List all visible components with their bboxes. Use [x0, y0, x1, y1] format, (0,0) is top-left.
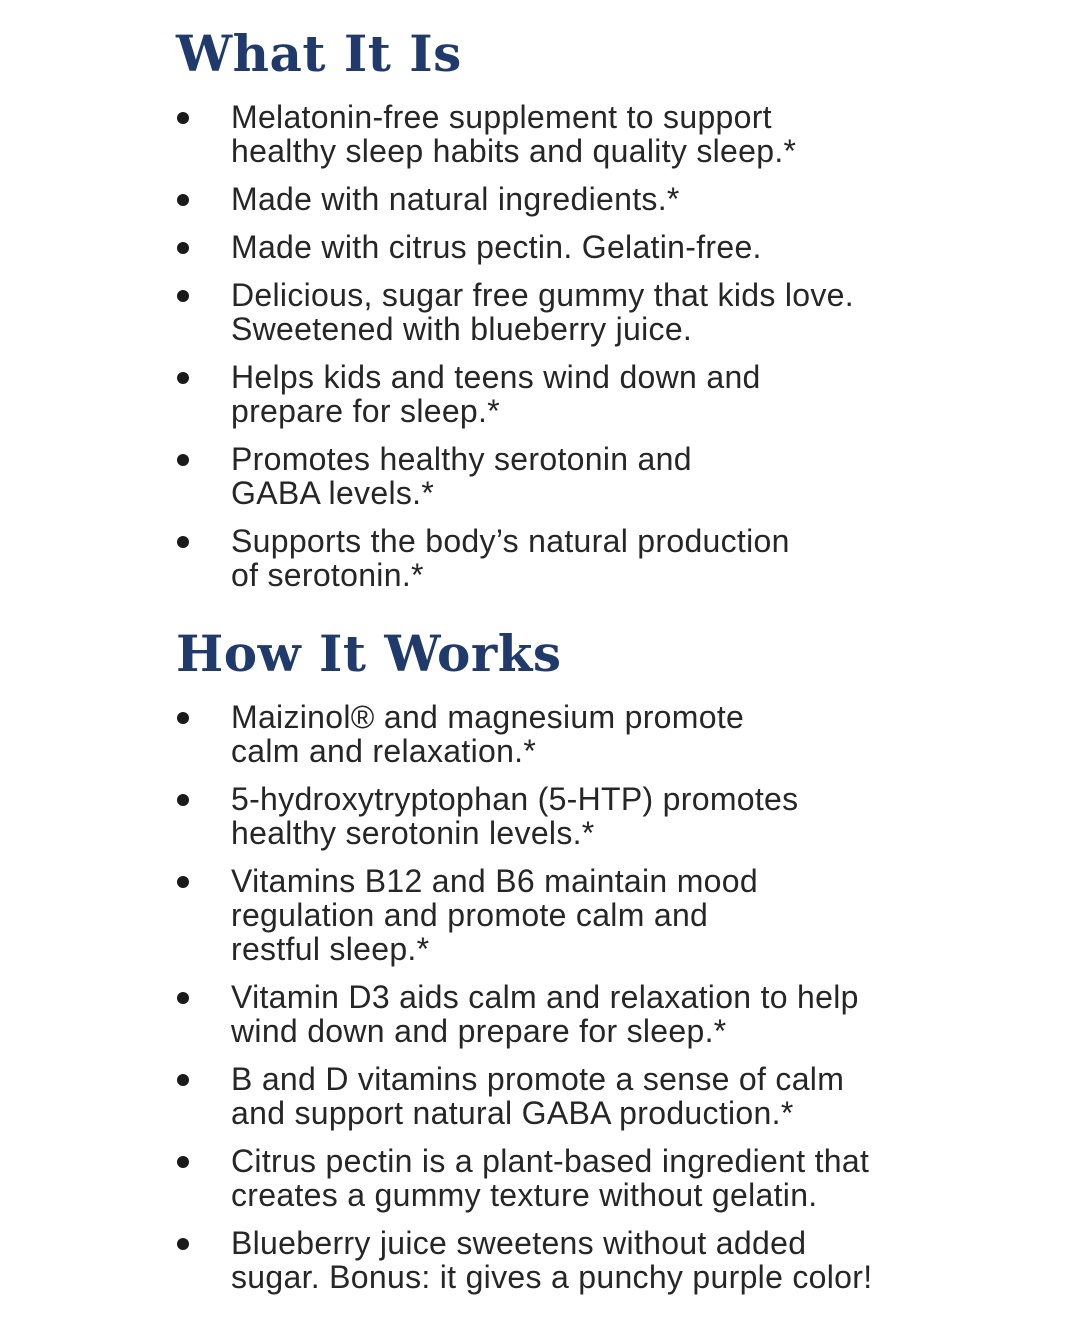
- list-item-text: Vitamins B12 and B6 maintain mood regulation and promote calm and restful sleep.*: [231, 863, 758, 967]
- how-it-works-list: [0, 700, 1067, 1308]
- bullet-icon: [177, 1156, 189, 1168]
- list-item: [0, 1226, 931, 1294]
- bullet-icon: [177, 454, 189, 466]
- bullet-icon: [177, 712, 189, 724]
- list-item-text: Promotes healthy serotonin and GABA levels.*: [231, 441, 692, 511]
- list-item: [0, 1062, 931, 1130]
- section-title-what-it-is: What It Is: [176, 24, 462, 83]
- list-item: [0, 524, 931, 592]
- list-item: [0, 100, 931, 168]
- list-item: [0, 230, 931, 264]
- list-item: [0, 980, 931, 1048]
- list-item-text: Citrus pectin is a plant-based ingredient that creates a gummy texture without gelatin.: [231, 1143, 870, 1213]
- list-item-text: Vitamin D3 aids calm and relaxation to help wind down and prepare for sleep.*: [231, 979, 859, 1049]
- bullet-icon: [177, 794, 189, 806]
- list-item-text: Blueberry juice sweetens without added sugar. Bonus: it gives a punchy purple color!: [231, 1225, 873, 1295]
- list-item: [0, 782, 931, 850]
- list-item-text: Melatonin-free supplement to support healthy sleep habits and quality sleep.*: [231, 99, 797, 169]
- bullet-icon: [177, 536, 189, 548]
- list-item: [0, 864, 931, 966]
- bullet-icon: [177, 112, 189, 124]
- list-item: [0, 700, 931, 768]
- list-item-text: 5-hydroxytryptophan (5-HTP) promotes healthy serotonin levels.*: [231, 781, 799, 851]
- list-item-text: B and D vitamins promote a sense of calm and support natural GABA production.*: [231, 1061, 845, 1131]
- bullet-icon: [177, 372, 189, 384]
- bullet-icon: [177, 876, 189, 888]
- list-item: [0, 1144, 931, 1212]
- what-it-is-list: [0, 100, 1067, 606]
- list-item-text: Maizinol® and magnesium promote calm and relaxation.*: [231, 699, 745, 769]
- bullet-icon: [177, 290, 189, 302]
- list-item: [0, 442, 931, 510]
- list-item: [0, 182, 931, 216]
- bullet-icon: [177, 242, 189, 254]
- list-item-text: Supports the body’s natural production of serotonin.*: [231, 523, 790, 593]
- list-item-text: Made with natural ingredients.*: [231, 181, 680, 217]
- bullet-icon: [177, 1074, 189, 1086]
- bullet-icon: [177, 194, 189, 206]
- section-title-how-it-works: How It Works: [176, 624, 562, 683]
- list-item-text: Made with citrus pectin. Gelatin-free.: [231, 229, 762, 265]
- bullet-icon: [177, 1238, 189, 1250]
- list-item: [0, 278, 931, 346]
- list-item: [0, 360, 931, 428]
- list-item-text: Helps kids and teens wind down and prepare for sleep.*: [231, 359, 761, 429]
- bullet-icon: [177, 992, 189, 1004]
- list-item-text: Delicious, sugar free gummy that kids love. Sweetened with blueberry juice.: [231, 277, 854, 347]
